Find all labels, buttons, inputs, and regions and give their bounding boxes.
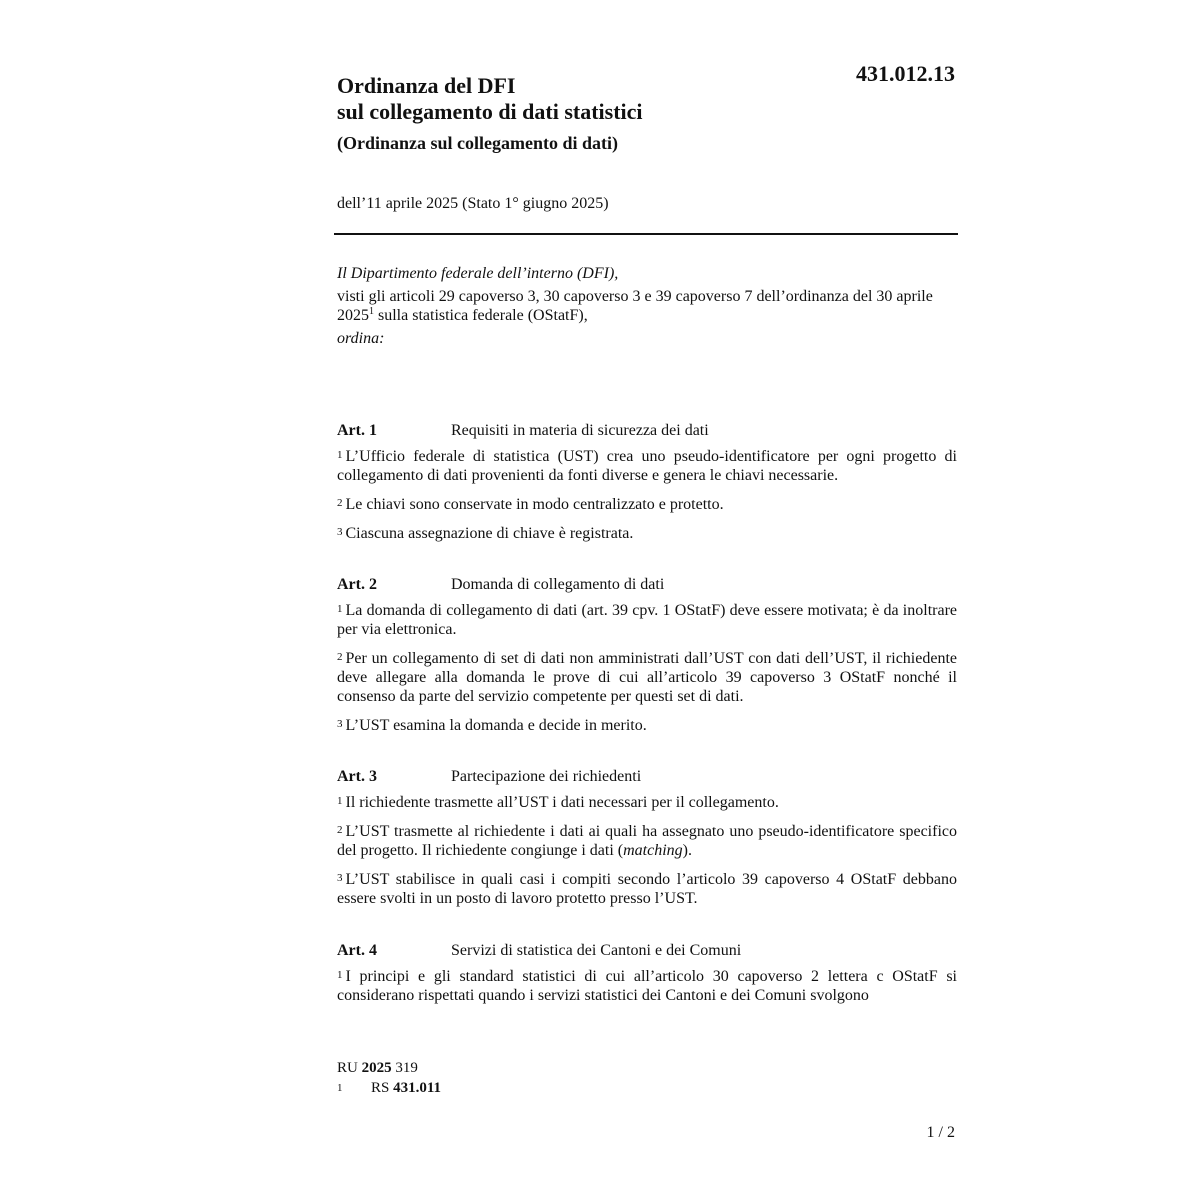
paragraph-number: 1	[337, 449, 343, 461]
ru-prefix: RU	[337, 1060, 358, 1076]
paragraph-text: Ciascuna assegnazione di chiave è registrata.	[345, 525, 634, 542]
footnote-prefix: RS	[371, 1080, 390, 1096]
preamble-basis-text: visti gli articoli 29 capoverso 3, 30 capoverso 3 e 39 capoverso 7 dell’ordinanza del 30 aprile 2025	[337, 288, 933, 324]
preamble-enacting: ordina:	[337, 330, 385, 347]
article-number: Art. 4	[337, 942, 377, 959]
preamble-authority: Il Dipartimento federale dell’interno (DFI),	[337, 265, 619, 282]
title-line-1: Ordinanza del DFI	[337, 73, 516, 98]
paragraph	[337, 494, 957, 514]
paragraph-text: Il richiedente trasmette all’UST i dati necessari per il collegamento.	[345, 794, 779, 811]
footnote-number[interactable]: 431.011	[393, 1080, 442, 1096]
paragraph-number: 2	[337, 651, 343, 663]
paragraph-text: L’UST esamina la domanda e decide in merito.	[345, 717, 647, 734]
footnote-mark: 1	[337, 1082, 343, 1094]
title-line-2: sul collegamento di dati statistici	[337, 99, 643, 124]
footnote-text	[371, 1078, 441, 1098]
paragraph	[337, 446, 957, 485]
paragraph-number: 3	[337, 526, 343, 538]
footnote	[337, 1078, 441, 1098]
page-number: 1 / 2	[926, 1124, 955, 1141]
paragraph-text: La domanda di collegamento di dati (art. 39 cpv. 1 OStatF) deve essere motivata; è da inoltrare per via elettronica.	[337, 602, 957, 638]
preamble	[337, 264, 957, 348]
paragraph-text: L’Ufficio federale di statistica (UST) crea uno pseudo-identificatore per ogni progetto di collegamento di dati provenienti da fonti diverse e genera le chiavi necessarie.	[337, 448, 957, 484]
preamble-basis	[337, 287, 957, 325]
paragraph	[337, 966, 957, 1005]
article-number: Art. 3	[337, 768, 377, 785]
article-1	[337, 421, 957, 552]
article-heading	[337, 421, 957, 440]
article-heading	[337, 941, 957, 960]
article-4	[337, 941, 957, 1014]
header-divider	[334, 233, 958, 235]
ru-year: 2025	[361, 1060, 392, 1076]
article-number: Art. 2	[337, 576, 377, 593]
ru-page: 319	[395, 1060, 418, 1076]
article-number: Art. 1	[337, 422, 377, 439]
article-3	[337, 767, 957, 917]
paragraph-number: 1	[337, 603, 343, 615]
paragraph-text: L’UST stabilisce in quali casi i compiti secondo l’articolo 39 capoverso 4 OStatF debbano essere svolti in un posto di lavoro protetto presso l’UST.	[337, 871, 957, 907]
preamble-basis-tail: sulla statistica federale (OStatF),	[374, 307, 588, 324]
paragraph	[337, 715, 957, 735]
paragraph	[337, 869, 957, 908]
paragraph-text: I principi e gli standard statistici di cui all’articolo 30 capoverso 2 lettera c OStatF si considerano rispettati quando i servizi statistici dei Cantoni e dei Comuni svolgono	[337, 968, 957, 1004]
paragraph	[337, 648, 957, 706]
article-title: Servizi di statistica dei Cantoni e dei Comuni	[451, 942, 742, 959]
paragraph-tail: ).	[682, 842, 692, 859]
paragraph-emphasis: matching	[623, 842, 683, 859]
article-heading	[337, 575, 957, 594]
paragraph-number: 2	[337, 497, 343, 509]
paragraph-number: 1	[337, 969, 343, 981]
paragraph-number: 3	[337, 872, 343, 884]
paragraph	[337, 600, 957, 639]
date-line: dell’11 aprile 2025 (Stato 1° giugno 2025)	[337, 195, 609, 212]
paragraph	[337, 792, 957, 812]
article-title: Requisiti in materia di sicurezza dei dati	[451, 422, 709, 439]
short-title: (Ordinanza sul collegamento di dati)	[337, 133, 619, 153]
paragraph	[337, 523, 957, 543]
official-compilation-reference	[337, 1058, 418, 1078]
sr-number: 431.012.13	[856, 61, 955, 86]
paragraph-number: 3	[337, 718, 343, 730]
paragraph-number: 1	[337, 795, 343, 807]
title-block	[337, 73, 857, 155]
paragraph-text: Per un collegamento di set di dati non amministrati dall’UST con dati dell’UST, il richiedente deve allegare alla domanda le prove di cui all’articolo 39 capoverso 3 OStatF nonché il consenso da parte del servizio competente per questi set di dati.	[337, 650, 957, 705]
paragraph-text: Le chiavi sono conservate in modo centralizzato e protetto.	[345, 496, 724, 513]
article-2	[337, 575, 957, 744]
article-heading	[337, 767, 957, 786]
article-title: Partecipazione dei richiedenti	[451, 768, 642, 785]
footnote-ref[interactable]: 1	[369, 306, 374, 317]
paragraph	[337, 821, 957, 860]
paragraph-number: 2	[337, 824, 343, 836]
article-title: Domanda di collegamento di dati	[451, 576, 665, 593]
paragraph-text: L’UST trasmette al richiedente i dati ai quali ha assegnato uno pseudo-identificatore specifico del progetto. Il richiedente congiunge i dati (	[337, 823, 957, 859]
